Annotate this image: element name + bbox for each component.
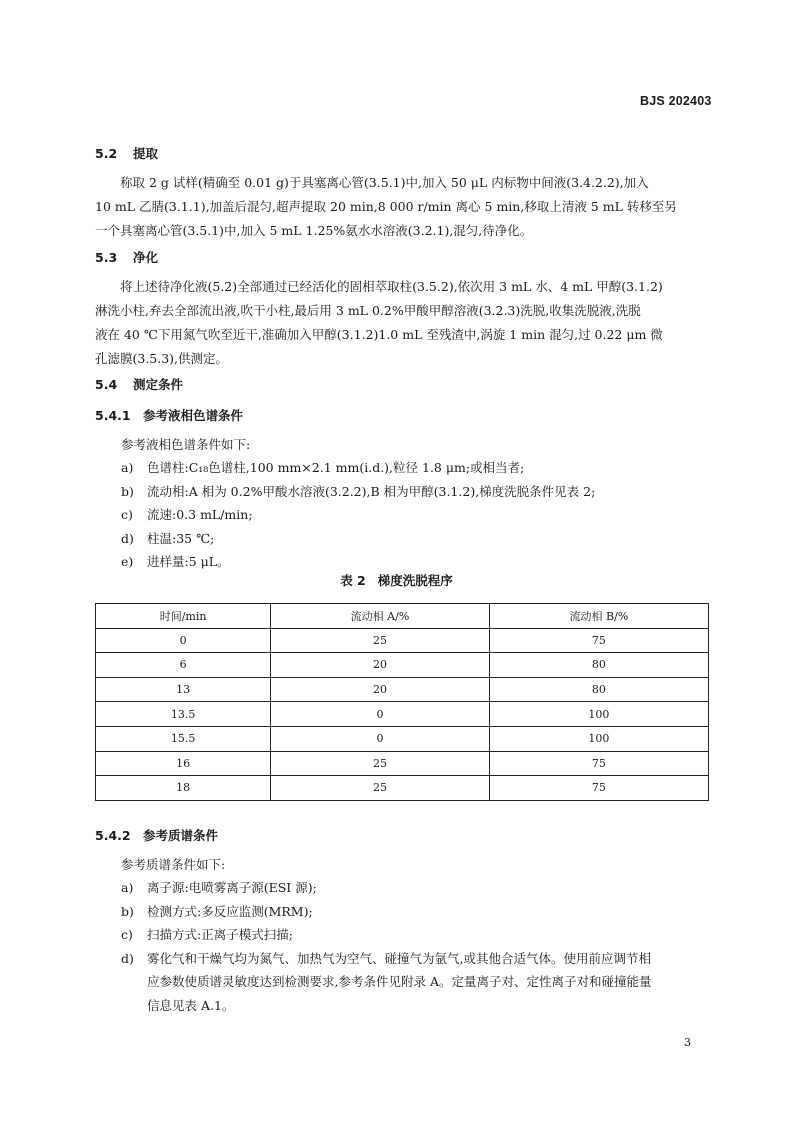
list-item: a) 色谱柱:C₁₈色谱柱,100 mm×2.1 mm(i.d.),粒径 1.8 μm;或相当者; — [121, 460, 525, 475]
table-cell: 25 — [271, 751, 490, 776]
gradient-elution-table — [95, 603, 709, 801]
table-header-row — [96, 604, 709, 629]
table-cell: 20 — [271, 653, 490, 678]
table-cell: 0 — [96, 628, 271, 653]
section-title: 净化 — [133, 250, 159, 265]
table-cell: 15.5 — [96, 726, 271, 751]
column-header: 时间/min — [96, 604, 271, 629]
paragraph-line: 称取 2 g 试样(精确至 0.01 g)于具塞离心管(3.5.1)中,加入 50 μL 内标物中间液(3.4.2.2),加入 — [120, 175, 649, 190]
ms-conditions-list — [121, 876, 721, 1017]
table-row — [96, 751, 709, 776]
table-row — [96, 628, 709, 653]
list-item: a) 离子源:电喷雾离子源(ESI 源); — [121, 880, 317, 895]
table-cell: 18 — [96, 776, 271, 801]
table-row — [96, 677, 709, 702]
section-number: 5.2 — [95, 146, 118, 161]
section-5-2-paragraph — [95, 171, 715, 243]
section-5-3-paragraph — [95, 275, 715, 371]
section-5-4-1-heading — [95, 406, 243, 424]
list-item: b) 检测方式:多反应监测(MRM); — [121, 903, 313, 919]
table-cell: 13.5 — [96, 702, 271, 727]
table-row — [96, 726, 709, 751]
table-cell: 25 — [271, 628, 490, 653]
table-cell: 0 — [271, 702, 490, 727]
section-5-3-heading — [95, 248, 158, 266]
table-cell: 16 — [96, 751, 271, 776]
paragraph-line: 将上述待净化液(5.2)全部通过已经活化的固相萃取柱(3.5.2),依次用 3 mL 水、4 mL 甲醇(3.1.2) — [120, 279, 663, 294]
lc-intro: 参考液相色谱条件如下: — [121, 437, 251, 452]
table-cell: 20 — [271, 677, 490, 702]
section-5-4-2-heading — [95, 826, 218, 844]
section-number: 5.3 — [95, 250, 118, 265]
list-item: d) 柱温:35 ℃; — [121, 530, 215, 546]
section-5-4-heading — [95, 375, 183, 393]
table-cell: 25 — [271, 776, 490, 801]
list-item: c) 扫描方式:正离子模式扫描; — [121, 927, 293, 942]
ms-intro: 参考质谱条件如下: — [121, 857, 226, 872]
section-title: 测定条件 — [133, 377, 184, 392]
section-number: 5.4.1 — [95, 408, 131, 423]
table-cell: 0 — [271, 726, 490, 751]
table-cell: 80 — [489, 677, 708, 702]
paragraph-line: 10 mL 乙腈(3.1.1),加盖后混匀,超声提取 20 min,8 000 r/min 离心 5 min,移取上清液 5 mL 转移至另 — [95, 199, 677, 214]
lc-conditions-list — [121, 456, 721, 574]
table-cell: 13 — [96, 677, 271, 702]
table-row — [96, 776, 709, 801]
list-item: c) 流速:0.3 mL/min; — [121, 507, 253, 522]
section-title: 提取 — [133, 146, 159, 161]
paragraph-line: 孔滤膜(3.5.3),供测定。 — [95, 351, 229, 366]
table-2-caption — [0, 571, 793, 589]
table-label: 表 2 — [340, 573, 366, 588]
section-number: 5.4.2 — [95, 828, 131, 843]
list-item: b) 流动相:A 相为 0.2%甲酸水溶液(3.2.2),B 相为甲醇(3.1.2),梯度洗脱条件见表 2; — [121, 483, 596, 499]
section-5-2-heading — [95, 144, 158, 162]
column-header: 流动相 A/% — [271, 604, 490, 629]
table-cell: 75 — [489, 628, 708, 653]
table-cell: 100 — [489, 726, 708, 751]
table-cell: 75 — [489, 751, 708, 776]
table-cell: 80 — [489, 653, 708, 678]
table-cell: 100 — [489, 702, 708, 727]
table-cell: 6 — [96, 653, 271, 678]
list-item: d) 雾化气和干燥气均为氮气、加热气为空气、碰撞气为氩气,或其他合适气体。使用前应调节相 应参数使质谱灵敏度达到检测要求,参考条件见附录 A。定量离子对、定性离子对和碰撞能量 信息见表 A.1。 — [121, 950, 652, 1013]
table-title: 梯度洗脱程序 — [377, 573, 453, 588]
list-item: e) 进样量:5 μL。 — [121, 554, 230, 569]
column-header: 流动相 B/% — [489, 604, 708, 629]
paragraph-line: 一个具塞离心管(3.5.1)中,加入 5 mL 1.25%氨水水溶液(3.2.1),混匀,待净化。 — [95, 223, 533, 238]
table-cell: 75 — [489, 776, 708, 801]
page-number: 3 — [684, 1036, 691, 1049]
section-title: 参考液相色谱条件 — [143, 408, 244, 423]
section-title: 参考质谱条件 — [143, 828, 219, 843]
paragraph-line: 淋洗小柱,弃去全部流出液,吹干小柱,最后用 3 mL 0.2%甲酸甲醇溶液(3.2.3)洗脱,收集洗脱液,洗脱 — [95, 303, 641, 318]
document-code: BJS 202403 — [640, 94, 712, 108]
table-row — [96, 702, 709, 727]
section-number: 5.4 — [95, 377, 118, 392]
table-row — [96, 653, 709, 678]
paragraph-line: 液在 40 ℃下用氮气吹至近干,准确加入甲醇(3.1.2)1.0 mL 至残渣中,涡旋 1 min 混匀,过 0.22 μm 微 — [95, 327, 663, 342]
